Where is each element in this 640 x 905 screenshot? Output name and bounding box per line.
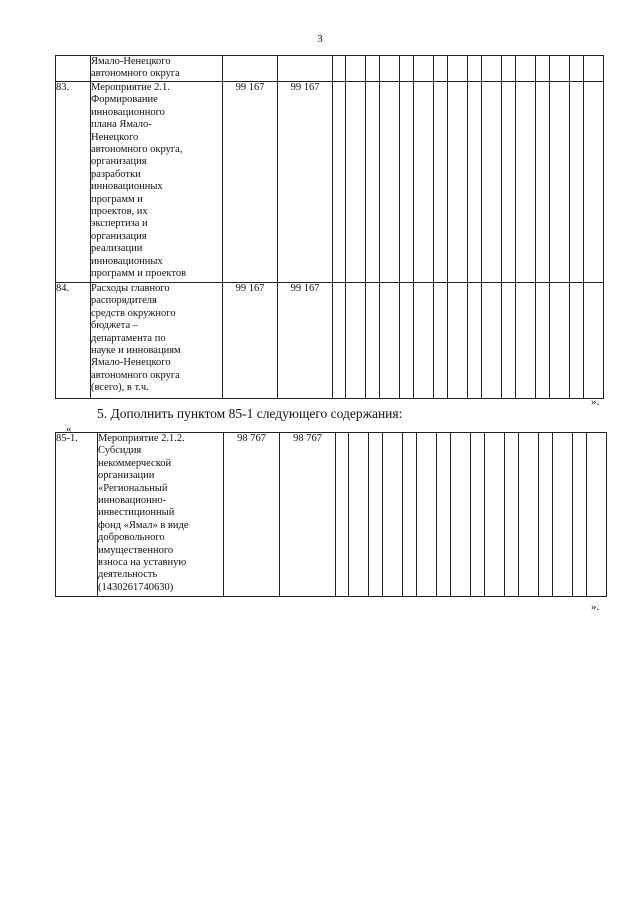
- empty-cell: [539, 433, 553, 597]
- description-line: инновационных: [91, 255, 163, 267]
- row-value-1: 98 767: [224, 433, 280, 597]
- empty-cell: [516, 283, 536, 399]
- description-line: инвестиционный: [98, 507, 175, 519]
- empty-cell: [468, 82, 482, 283]
- row-number: [56, 56, 91, 82]
- description-line: Субсидия: [98, 445, 142, 457]
- empty-cell: [434, 56, 448, 82]
- empty-cell: [448, 283, 468, 399]
- table-row: [56, 283, 604, 399]
- closing-quote-2: ».: [591, 601, 600, 613]
- empty-cell: [437, 433, 451, 597]
- description-line: программ и проектов: [91, 268, 187, 280]
- description-line: распорядителя: [91, 295, 157, 307]
- empty-cell: [333, 82, 346, 283]
- empty-cell: [380, 82, 400, 283]
- empty-cell: [550, 283, 570, 399]
- empty-cell: [516, 82, 536, 283]
- opening-quote: «: [66, 423, 72, 435]
- row-value-1: 99 167: [223, 82, 278, 283]
- empty-cell: [336, 433, 349, 597]
- empty-cell: [468, 56, 482, 82]
- description-line: Ямало-Ненецкого: [91, 357, 171, 369]
- empty-cell: [570, 82, 584, 283]
- empty-cell: [346, 283, 366, 399]
- empty-cell: [403, 433, 417, 597]
- page-number: 3: [317, 33, 323, 45]
- table-row: [56, 82, 604, 283]
- row-value-2: 99 167: [278, 82, 333, 283]
- empty-cell: [380, 56, 400, 82]
- table-2: [55, 432, 607, 597]
- description-line: автономного округа,: [91, 144, 183, 156]
- row-description: [98, 433, 224, 597]
- description-line: проектов, их: [91, 206, 148, 218]
- empty-cell: [349, 433, 369, 597]
- empty-cell: [448, 56, 468, 82]
- description-line: «Региональный: [98, 482, 168, 494]
- description-line: деятельность: [98, 569, 158, 581]
- empty-cell: [468, 283, 482, 399]
- empty-cell: [414, 82, 434, 283]
- empty-cell: [519, 433, 539, 597]
- empty-cell: [570, 283, 584, 399]
- empty-cell: [333, 283, 346, 399]
- empty-cell: [366, 82, 380, 283]
- description-line: бюджета –: [91, 320, 139, 332]
- empty-cell: [550, 56, 570, 82]
- empty-cell: [505, 433, 519, 597]
- description-line: организации: [98, 470, 155, 482]
- empty-cell: [482, 56, 502, 82]
- description-line: департамента по: [91, 332, 166, 344]
- empty-cell: [400, 283, 414, 399]
- empty-cell: [536, 82, 550, 283]
- description-line: взноса на уставную: [98, 557, 187, 569]
- empty-cell: [434, 283, 448, 399]
- empty-cell: [536, 283, 550, 399]
- empty-cell: [380, 283, 400, 399]
- description-line: инновационных: [91, 181, 163, 193]
- row-value-2: 99 167: [278, 283, 333, 399]
- empty-cell: [573, 433, 587, 597]
- empty-cell: [448, 82, 468, 283]
- empty-cell: [550, 82, 570, 283]
- empty-cell: [369, 433, 383, 597]
- description-line: реализации: [91, 243, 143, 255]
- amendment-instruction: 5. Дополнить пунктом 85-1 следующего содержания:: [97, 406, 403, 421]
- row-value-2: [278, 56, 333, 82]
- row-number: 84.: [56, 283, 91, 399]
- empty-cell: [482, 82, 502, 283]
- empty-cell: [502, 82, 516, 283]
- description-line: науке и инновациям: [91, 345, 181, 357]
- empty-cell: [383, 433, 403, 597]
- row-description: [91, 56, 223, 82]
- description-line: программ и: [91, 193, 143, 205]
- empty-cell: [346, 56, 366, 82]
- description-line: Ямало-Ненецкого: [91, 56, 171, 67]
- description-line: Ненецкого: [91, 131, 139, 143]
- description-line: Мероприятие 2.1.2.: [98, 433, 185, 444]
- empty-cell: [553, 433, 573, 597]
- empty-cell: [346, 82, 366, 283]
- empty-cell: [366, 283, 380, 399]
- description-line: автономного округа: [91, 68, 180, 80]
- empty-cell: [417, 433, 437, 597]
- empty-cell: [434, 82, 448, 283]
- empty-cell: [584, 283, 604, 399]
- row-value-1: 99 167: [223, 283, 278, 399]
- row-value-2: 98 767: [280, 433, 336, 597]
- description-line: организация: [91, 156, 147, 168]
- empty-cell: [584, 56, 604, 82]
- empty-cell: [536, 56, 550, 82]
- empty-cell: [587, 433, 607, 597]
- empty-cell: [502, 56, 516, 82]
- description-line: Мероприятие 2.1.: [91, 82, 170, 93]
- empty-cell: [414, 56, 434, 82]
- empty-cell: [502, 283, 516, 399]
- empty-cell: [570, 56, 584, 82]
- empty-cell: [400, 82, 414, 283]
- description-line: организация: [91, 230, 147, 242]
- row-description: [91, 283, 223, 399]
- closing-quote-1: ».: [591, 396, 600, 408]
- row-number: 83.: [56, 82, 91, 283]
- description-line: плана Ямало-: [91, 119, 152, 131]
- description-line: разработки: [91, 168, 141, 180]
- description-line: Формирование: [91, 94, 158, 106]
- description-line: средств окружного: [91, 307, 176, 319]
- empty-cell: [584, 82, 604, 283]
- description-line: экспертиза и: [91, 218, 148, 230]
- description-line: добровольного: [98, 532, 165, 544]
- row-value-1: [223, 56, 278, 82]
- empty-cell: [414, 283, 434, 399]
- table-1: [55, 55, 604, 399]
- table-row: [56, 433, 607, 597]
- row-number: 85-1.: [56, 433, 98, 597]
- empty-cell: [516, 56, 536, 82]
- description-line: Расходы главного: [91, 283, 170, 294]
- description-line: некоммерческой: [98, 457, 172, 469]
- description-line: (всего), в т.ч.: [91, 382, 149, 394]
- table-row: [56, 56, 604, 82]
- description-line: автономного округа: [91, 369, 180, 381]
- row-description: [91, 82, 223, 283]
- empty-cell: [471, 433, 485, 597]
- empty-cell: [333, 56, 346, 82]
- description-line: инновационно-: [98, 495, 167, 507]
- description-line: инновационного: [91, 106, 165, 118]
- empty-cell: [400, 56, 414, 82]
- description-line: (1430261740630): [98, 581, 174, 593]
- empty-cell: [482, 283, 502, 399]
- empty-cell: [485, 433, 505, 597]
- description-line: имущественного: [98, 544, 174, 556]
- empty-cell: [451, 433, 471, 597]
- empty-cell: [366, 56, 380, 82]
- description-line: фонд «Ямал» в виде: [98, 519, 189, 531]
